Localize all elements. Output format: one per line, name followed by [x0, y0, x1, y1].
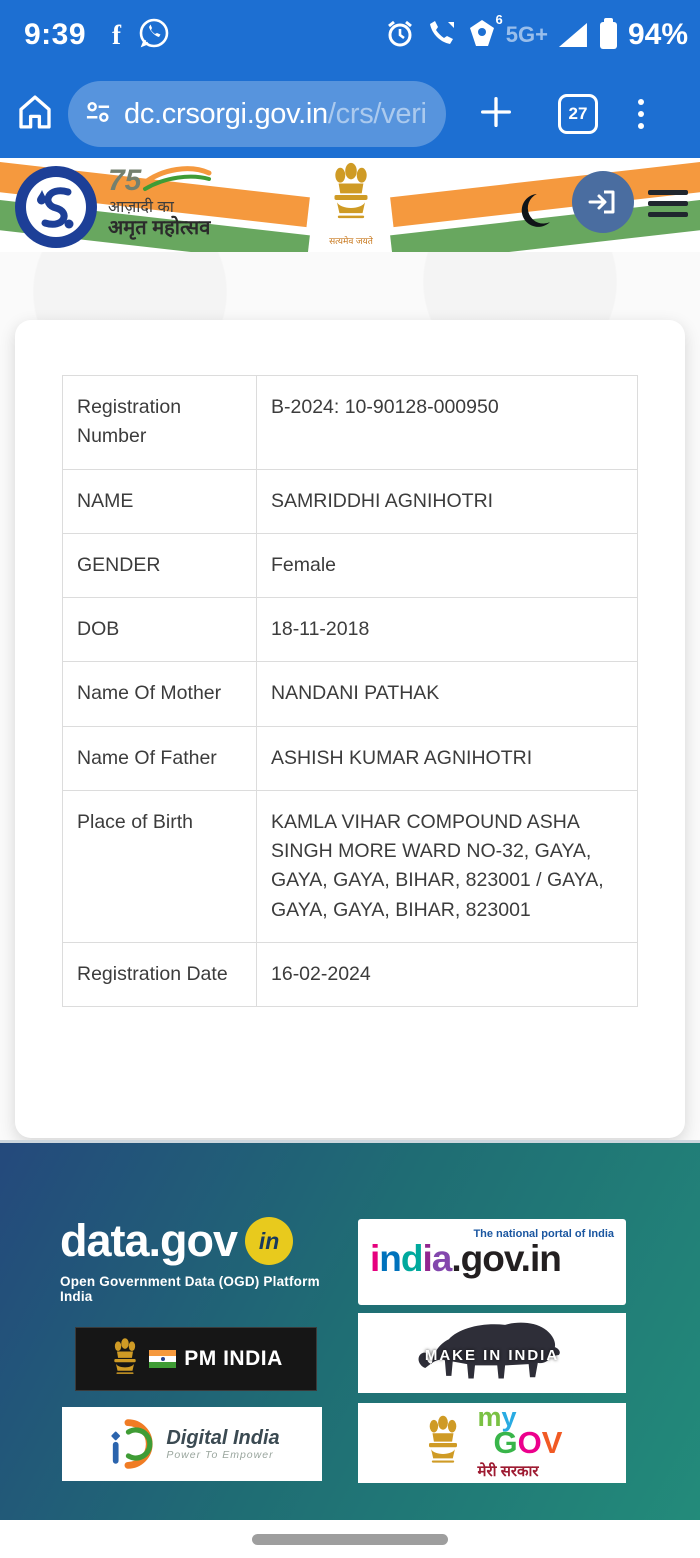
browser-chrome: [0, 0, 700, 158]
pmindia-logo[interactable]: [75, 1327, 317, 1391]
signal-icon: [559, 23, 587, 47]
digitalindia-icon: [104, 1416, 156, 1472]
azadi-line2: अमृत महोत्सव: [108, 216, 211, 239]
row-value: ASHISH KUMAR AGNIHOTRI: [257, 726, 638, 790]
indiagov-suffix: .gov.in: [451, 1238, 561, 1279]
row-value: SAMRIDDHI AGNIHOTRI: [257, 469, 638, 533]
registration-table: [62, 375, 638, 1007]
whatsapp-notification-icon: [137, 16, 171, 55]
network-type-label: 5G+: [505, 22, 548, 47]
india-letter: i: [422, 1238, 432, 1279]
gesture-pill[interactable]: [252, 1534, 448, 1545]
gov-letter: G: [493, 1425, 518, 1461]
mygov-letter: y: [501, 1401, 517, 1432]
table-row: [63, 469, 638, 533]
datagov-subtitle: Open Government Data (OGD) Platform India: [60, 1274, 320, 1304]
dark-mode-toggle[interactable]: [518, 192, 556, 230]
status-bar: [0, 0, 700, 70]
india-letter: a: [431, 1238, 452, 1279]
status-time: 9:39: [24, 18, 87, 51]
battery-icon: [600, 22, 617, 49]
crs-logo[interactable]: [14, 165, 98, 249]
row-label: Place of Birth: [63, 790, 257, 942]
emblem-caption: सत्यमेव जयते: [329, 236, 373, 246]
table-row: [63, 726, 638, 790]
row-label: Name Of Father: [63, 726, 257, 790]
tab-switcher-button[interactable]: [558, 94, 598, 134]
row-label: GENDER: [63, 533, 257, 597]
mygov-emblem-icon: [422, 1414, 464, 1472]
table-row: [63, 942, 638, 1006]
indiagov-tagline: The national portal of India: [473, 1228, 614, 1240]
table-row: [63, 598, 638, 662]
wifi-calling-icon: [426, 18, 458, 53]
url-domain: dc.crsorgi.gov.in: [124, 97, 328, 130]
row-label: NAME: [63, 469, 257, 533]
mygov-logo[interactable]: [358, 1403, 626, 1483]
site-settings-icon[interactable]: [84, 98, 112, 131]
site-footer: [0, 1140, 700, 1520]
row-value: B-2024: 10-90128-000950: [257, 376, 638, 470]
vpn-icon: [469, 11, 503, 52]
row-label: DOB: [63, 598, 257, 662]
digitalindia-subtitle: Power To Empower: [166, 1449, 274, 1461]
browser-menu-button[interactable]: [638, 99, 644, 129]
home-button[interactable]: [14, 91, 56, 138]
india-letter: n: [379, 1238, 401, 1279]
menu-button[interactable]: [648, 190, 688, 217]
tab-count: 27: [568, 104, 588, 123]
row-value: 16-02-2024: [257, 942, 638, 1006]
url-bar[interactable]: [68, 81, 446, 147]
login-button[interactable]: [572, 171, 634, 233]
gov-letter: V: [541, 1425, 563, 1461]
gov-letter: O: [517, 1425, 542, 1461]
system-nav-bar: [0, 1520, 700, 1558]
record-card: [15, 320, 685, 1138]
makeinindia-logo[interactable]: [358, 1313, 626, 1393]
facebook-notification-icon: f: [112, 19, 122, 50]
india-flag-icon: [149, 1350, 176, 1368]
azadi-ka-amrit-mahotsav-logo: [108, 164, 258, 239]
row-value: KAMLA VIHAR COMPOUND ASHA SINGH MORE WARD NO-32, GAYA, GAYA, GAYA, BIHAR, 823001 / GAYA, GAYA, GAYA, BIHAR, 823001: [257, 790, 638, 942]
flag-swoosh-icon: [141, 164, 213, 194]
row-value: 18-11-2018: [257, 598, 638, 662]
url-path: /crs/veri: [327, 97, 427, 130]
row-value: Female: [257, 533, 638, 597]
vpn-badge: 6: [495, 11, 503, 27]
table-row: [63, 790, 638, 942]
digitalindia-logo[interactable]: [62, 1407, 322, 1481]
login-icon: [587, 186, 619, 218]
battery-percent: 94%: [627, 18, 688, 51]
india-letter: d: [400, 1238, 423, 1279]
row-value: NANDANI PATHAK: [257, 662, 638, 726]
national-emblem: [312, 162, 390, 247]
datagov-in-badge: in: [245, 1217, 293, 1265]
pmindia-label: PM INDIA: [184, 1347, 283, 1370]
datagov-title: data.gov: [60, 1215, 238, 1266]
table-row: [63, 533, 638, 597]
india-letter: i: [370, 1238, 380, 1279]
indiagov-logo[interactable]: [358, 1219, 626, 1305]
datagov-logo[interactable]: [60, 1215, 336, 1304]
digitalindia-title: Digital India: [166, 1427, 280, 1449]
table-row: [63, 376, 638, 470]
azadi-line1: आज़ादी का: [108, 199, 174, 216]
mygov-letter: m: [477, 1401, 502, 1432]
browser-toolbar: [0, 70, 700, 158]
row-label: Registration Date: [63, 942, 257, 1006]
table-row: [63, 662, 638, 726]
pmindia-emblem-icon: [109, 1337, 141, 1381]
mygov-hindi: मेरी सरकार: [477, 1463, 539, 1481]
alarm-icon: [385, 18, 415, 53]
makeinindia-label: MAKE IN INDIA: [424, 1347, 560, 1364]
site-header: [0, 158, 700, 252]
row-label: Name Of Mother: [63, 662, 257, 726]
row-label: Registration Number: [63, 376, 257, 470]
new-tab-button[interactable]: [476, 92, 516, 137]
azadi-75: 75: [108, 164, 142, 197]
